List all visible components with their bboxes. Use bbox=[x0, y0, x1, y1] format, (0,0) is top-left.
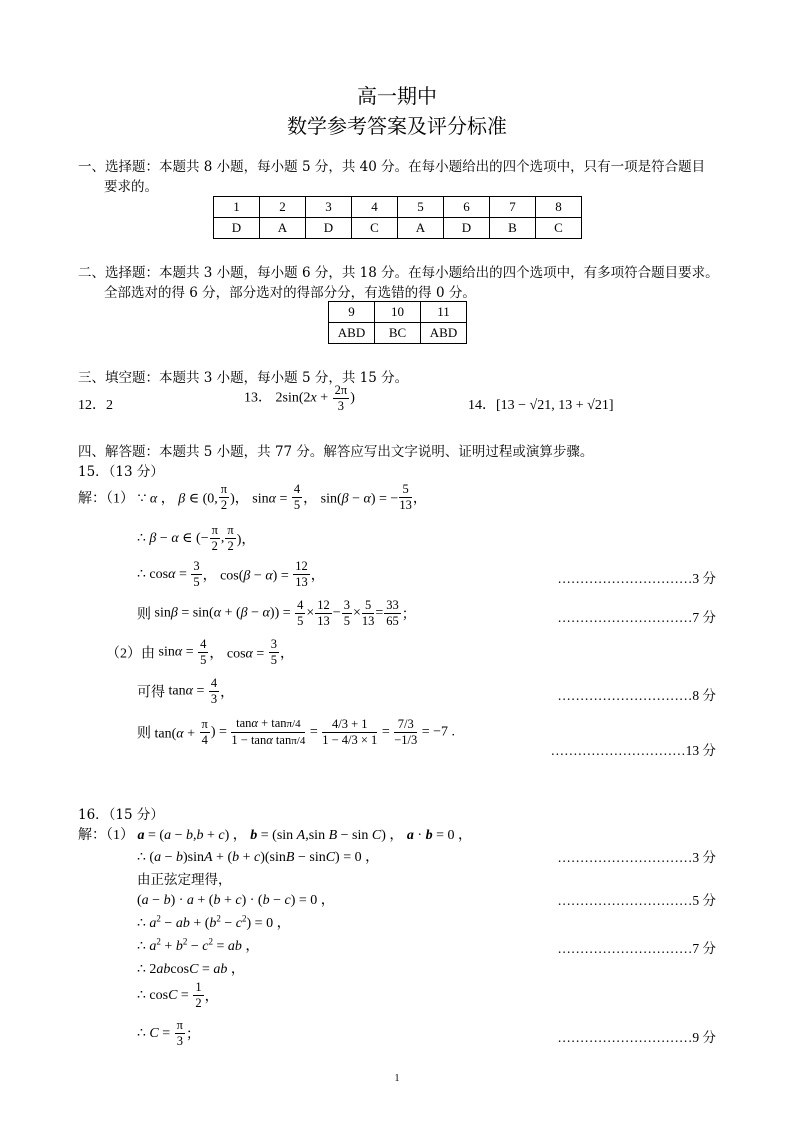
table-cell: D bbox=[306, 218, 352, 239]
page-subtitle: 数学参考答案及评分标准 bbox=[287, 114, 507, 138]
table-cell: ABD bbox=[329, 323, 375, 344]
part-label: （1） bbox=[106, 491, 134, 507]
table-cell: B bbox=[490, 218, 536, 239]
q15-line3: ∴ cosα = $\frac{3}{5}$ ， cos(β − α) = $\frac{12}{13}$ ， bbox=[137, 559, 325, 589]
table-cell: 2 bbox=[260, 197, 306, 218]
score-mark: …………………………9 分 bbox=[557, 1030, 716, 1045]
table-cell: 1 bbox=[214, 197, 260, 218]
score-mark: …………………………3 分 bbox=[557, 571, 716, 586]
from-label: 由 bbox=[141, 646, 155, 662]
part-label: （1） bbox=[106, 828, 134, 843]
table-cell: 7 bbox=[490, 197, 536, 218]
section4-heading: 四、解答题：本题共 5 小题，共 77 分。解答应写出文字说明、证明过程或演算步骤。 bbox=[78, 444, 594, 460]
q12-value: 2 bbox=[106, 398, 113, 413]
section1-heading-cont: 要求的。 bbox=[104, 179, 158, 195]
table-cell: 9 bbox=[329, 302, 375, 323]
q15-line7: 则 tan(α + $\frac{\pi}{4}$ ) = $\frac{\tan\alpha + \tan\pi/4}{\text{1 − tanα tanπ/4}}$ = $\frac{4/3 + 1}{1 - 4/3 \times 1}$ = $\frac{7/3}{-1/3}$ = −7 . bbox=[137, 716, 456, 747]
q15-final-value: −7 . bbox=[433, 724, 456, 740]
q12-label: 12． bbox=[78, 398, 106, 413]
table-cell: 11 bbox=[421, 302, 467, 323]
q13-answer: 13． 2sin(2x + $\frac{2\pi}{3}$ ) bbox=[244, 383, 355, 413]
q16-label: 16．（15 分） bbox=[78, 807, 164, 823]
score-mark: …………………………13 分 bbox=[550, 743, 716, 758]
table-cell: 10 bbox=[375, 302, 421, 323]
table-cell: 5 bbox=[398, 197, 444, 218]
score-mark: …………………………5 分 bbox=[557, 893, 716, 908]
table-cell: 3 bbox=[306, 197, 352, 218]
table-cell: BC bbox=[375, 323, 421, 344]
table-cell: 6 bbox=[444, 197, 490, 218]
section2-answer-table bbox=[328, 301, 467, 344]
table-cell: D bbox=[214, 218, 260, 239]
obtain-label: 可得 bbox=[137, 685, 165, 701]
section2-heading: 二、选择题：本题共 3 小题，每小题 6 分，共 18 分。在每小题给出的四个选项中，有多项符合题目要求。 bbox=[78, 265, 719, 281]
table-cell: C bbox=[352, 218, 398, 239]
part-label: （2） bbox=[106, 646, 141, 662]
score-mark: …………………………7 分 bbox=[557, 941, 716, 956]
table-cell: A bbox=[260, 218, 306, 239]
q15-line5: （2）由 sinα = $\frac{4}{5}$ ， cosα = $\frac{3}{5}$ ， bbox=[106, 637, 295, 667]
q16-line3: 由正弦定理得， bbox=[137, 872, 232, 888]
q14-answer bbox=[468, 394, 613, 414]
then-label: 则 bbox=[137, 607, 151, 623]
q14-label: 14． bbox=[468, 398, 496, 413]
section3-heading: 三、填空题：本题共 3 小题，每小题 5 分，共 15 分。 bbox=[78, 370, 409, 386]
q15-label: 15．（13 分） bbox=[78, 464, 164, 480]
q16-line2: ∴ (a − b)sinA + (b + c)(sinB − sinC) = 0 ， bbox=[137, 850, 380, 865]
q15-line2: ∴ β − α ∈ (− $\frac{\pi}{2}$ , $\frac{\pi}{2}$ )， bbox=[137, 523, 256, 553]
page-number: 1 bbox=[394, 1073, 400, 1084]
table-cell: 4 bbox=[352, 197, 398, 218]
score-mark: …………………………3 分 bbox=[557, 850, 716, 865]
table-cell: 8 bbox=[536, 197, 582, 218]
q16-line4: (a − b) · a + (b + c) · (b − c) = 0 ， bbox=[137, 893, 335, 908]
q15-line6: 可得 tanα = $\frac{4}{3}$ ， bbox=[137, 676, 235, 706]
table-cell: A bbox=[398, 218, 444, 239]
page-title: 高一期中 bbox=[357, 84, 437, 108]
q15-line4: 则 sinβ = sin(α + (β − α)) = $\frac{4}{5}$ × $\frac{12}{13}$ − $\frac{3}{5}$ × $\frac{5}{13}$ = $\frac{33}{65}$ ； bbox=[137, 598, 416, 628]
q14-value: [13 − √21, 13 + √21] bbox=[496, 398, 614, 413]
q16-line6: ∴ $a^2 + b^2 - c^2$ = ab ， bbox=[137, 936, 260, 954]
score-mark: …………………………8 分 bbox=[557, 688, 716, 703]
section1-heading: 一、选择题：本题共 8 小题，每小题 5 分，共 40 分。在每小题给出的四个选项中，只有一项是符合题目 bbox=[78, 159, 706, 175]
table-cell: ABD bbox=[421, 323, 467, 344]
solve-label: 解： bbox=[78, 491, 106, 507]
q16-line5: ∴ $a^2$ − ab + $(b^2 - c^2) = 0$ ， bbox=[137, 913, 291, 931]
table-cell: D bbox=[444, 218, 490, 239]
q13-label: 13． bbox=[244, 390, 272, 406]
table-cell: C bbox=[536, 218, 582, 239]
score-mark: …………………………7 分 bbox=[557, 610, 716, 625]
q16-line8: ∴ cosC = $\frac{1}{2}$ ， bbox=[137, 980, 219, 1010]
solve-label: 解： bbox=[78, 828, 106, 843]
q16-line7: ∴ 2abcosC = ab ， bbox=[137, 962, 245, 977]
q12-answer bbox=[78, 394, 113, 414]
q16-line9: ∴ C = $\frac{\pi}{3}$ ； bbox=[137, 1018, 200, 1048]
section2-heading-cont: 全部选对的得 6 分，部分选对的得部分分，有选错的得 0 分。 bbox=[104, 285, 476, 301]
section1-answer-table bbox=[213, 196, 582, 239]
q15-line1: 解：（1） ∵ α ， β ∈ (0, $\frac{\pi}{2}$ )， sinα = $\frac{4}{5}$ ， sin(β − α) = − $\frac{5}{13}$ ， bbox=[78, 482, 427, 512]
q16-line1: 解：（1） a = (a − b,b + c) ， b = (sin A,sin B − sin C) ， a · b = 0 ， bbox=[78, 828, 472, 843]
